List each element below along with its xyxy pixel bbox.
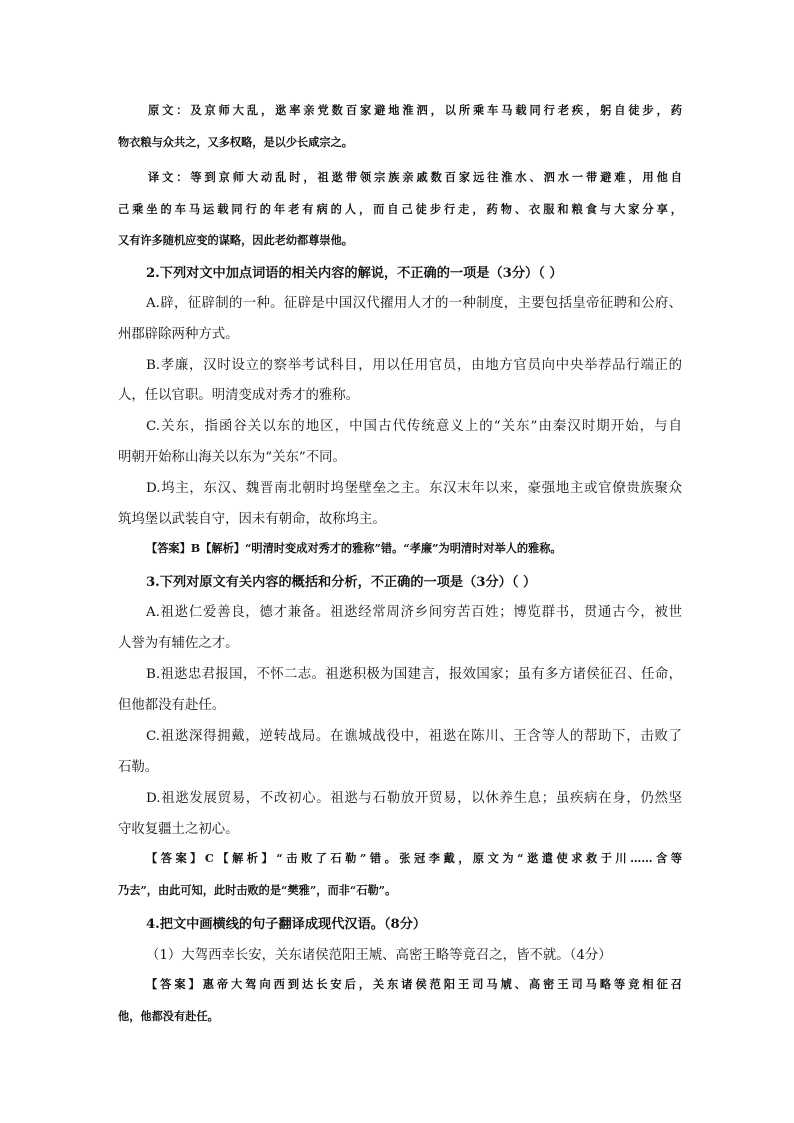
answer-text: 惠帝大驾向西到达长安后，关东诸侯范阳王司马虓、高密王司马略等竞相征召: [202, 977, 682, 991]
answer-value: C: [204, 851, 214, 865]
analysis-label: 【解析】: [200, 542, 245, 555]
original-text-line-2: 物衣粮与众共之，又多权略，是以少长咸宗之。: [118, 135, 353, 149]
q2-option-b-line-1: B.孝廉，汉时设立的察举考试科目，用以任用官员，由地方官员向中央举荐品行端正的: [146, 358, 682, 373]
answer-label: 【答案】: [146, 852, 205, 865]
q2-option-d-line-2: 筑坞堡以武装自守，因未有朝命，故称坞主。: [118, 512, 386, 527]
q3-analysis-line-2: 乃去”，由此可知，此时击败的是“樊雅”，而非“石勒”。: [118, 883, 397, 897]
q3-option-a-line-1: A.祖逖仁爱善良，德才兼备。祖逖经常周济乡间穷苦百姓；博览群书，贯通古今，被世: [146, 605, 682, 620]
question-4-heading: 4.把文中画横线的句子翻译成现代汉语。（8分）: [146, 917, 427, 932]
answer-value: B: [190, 541, 201, 555]
translation-line-2: 己乘坐的车马运载同行的年老有病的人，而自己徒步行走，药物、衣服和粮食与大家分享，: [118, 202, 682, 216]
answer-label: 【答案】: [146, 542, 191, 555]
q3-answer-analysis-line-1: [146, 850, 682, 866]
q3-option-d-line-2: 守收复疆土之初心。: [118, 822, 239, 837]
q4-answer-line-2: 他，他都没有赴任。: [118, 1009, 219, 1023]
q3-option-c-line-2: 石勒。: [118, 760, 159, 775]
q2-option-c-line-1: C.关东，指函谷关以东的地区，中国古代传统意义上的“关东”由秦汉时期开始，与自: [146, 419, 682, 434]
q2-option-a-line-1: A.辟，征辟制的一种。征辟是中国汉代擢用人才的一种制度，主要包括皇帝征聘和公府、: [146, 296, 682, 311]
q3-option-b-line-2: 但他都没有赴任。: [118, 698, 226, 713]
q2-option-b-line-2: 人，任以官职。明清变成对秀才的雅称。: [118, 388, 360, 403]
q3-option-d-line-1: D.祖逖发展贸易，不改初心。祖逖与石勒放开贸易，以休养生息；虽疾病在身，仍然坚: [146, 791, 682, 806]
analysis-label: 【解析】: [213, 852, 277, 865]
q2-option-a-line-2: 州郡辟除两种方式。: [118, 327, 239, 342]
answer-label: 【答案】: [146, 978, 203, 991]
q2-option-c-line-2: 明朝开始称山海关以东为“关东”不同。: [118, 450, 346, 465]
question-2-heading: 2.下列对文中加点词语的相关内容的解说，不正确的一项是（3分）（ ）: [146, 266, 563, 281]
q2-answer-analysis: [146, 540, 682, 556]
original-text-line-1: 原文：及京师大乱，逖率亲党数百家避地淮泗，以所乘车马载同行老疾，躬自徒步，药: [148, 103, 682, 117]
q2-option-d-line-1: D.坞主，东汉、魏晋南北朝时坞堡壁垒之主。东汉末年以来，豪强地主或官僚贵族聚众: [146, 481, 682, 496]
translation-line-1: 译文：等到京师大动乱时，祖逖带领宗族亲戚数百家远往淮水、泗水一带避难，用他自: [148, 170, 682, 184]
question-3-heading: 3.下列对原文有关内容的概括和分析，不正确的一项是（3分）（ ）: [146, 575, 537, 590]
q4-answer-line-1: [146, 976, 682, 992]
q3-option-b-line-1: B.祖逖忠君报国，不怀二志。祖逖积极为国建言，报效国家；虽有多方诸侯征召、任命，: [146, 667, 682, 682]
q3-option-a-line-2: 人誉为有辅佐之才。: [118, 636, 239, 651]
translation-line-3: 又有许多随机应变的谋略，因此老幼都尊崇他。: [118, 233, 353, 247]
analysis-text: “明清时变成对秀才的雅称”错。“孝廉”为明清时对举人的雅称。: [245, 541, 562, 555]
q4-sub-question-1: （1）大驾西幸长安，关东诸侯范阳王虓、高密王略等竟召之，皆不就。（4分）: [146, 948, 612, 963]
analysis-text: “击败了石勒”错。张冠李戴，原文为“逖遣使求救于川……含等: [276, 851, 682, 865]
q3-option-c-line-1: C.祖逖深得拥戴，逆转战局。在谯城战役中，祖逖在陈川、王含等人的帮助下，击败了: [146, 729, 682, 744]
